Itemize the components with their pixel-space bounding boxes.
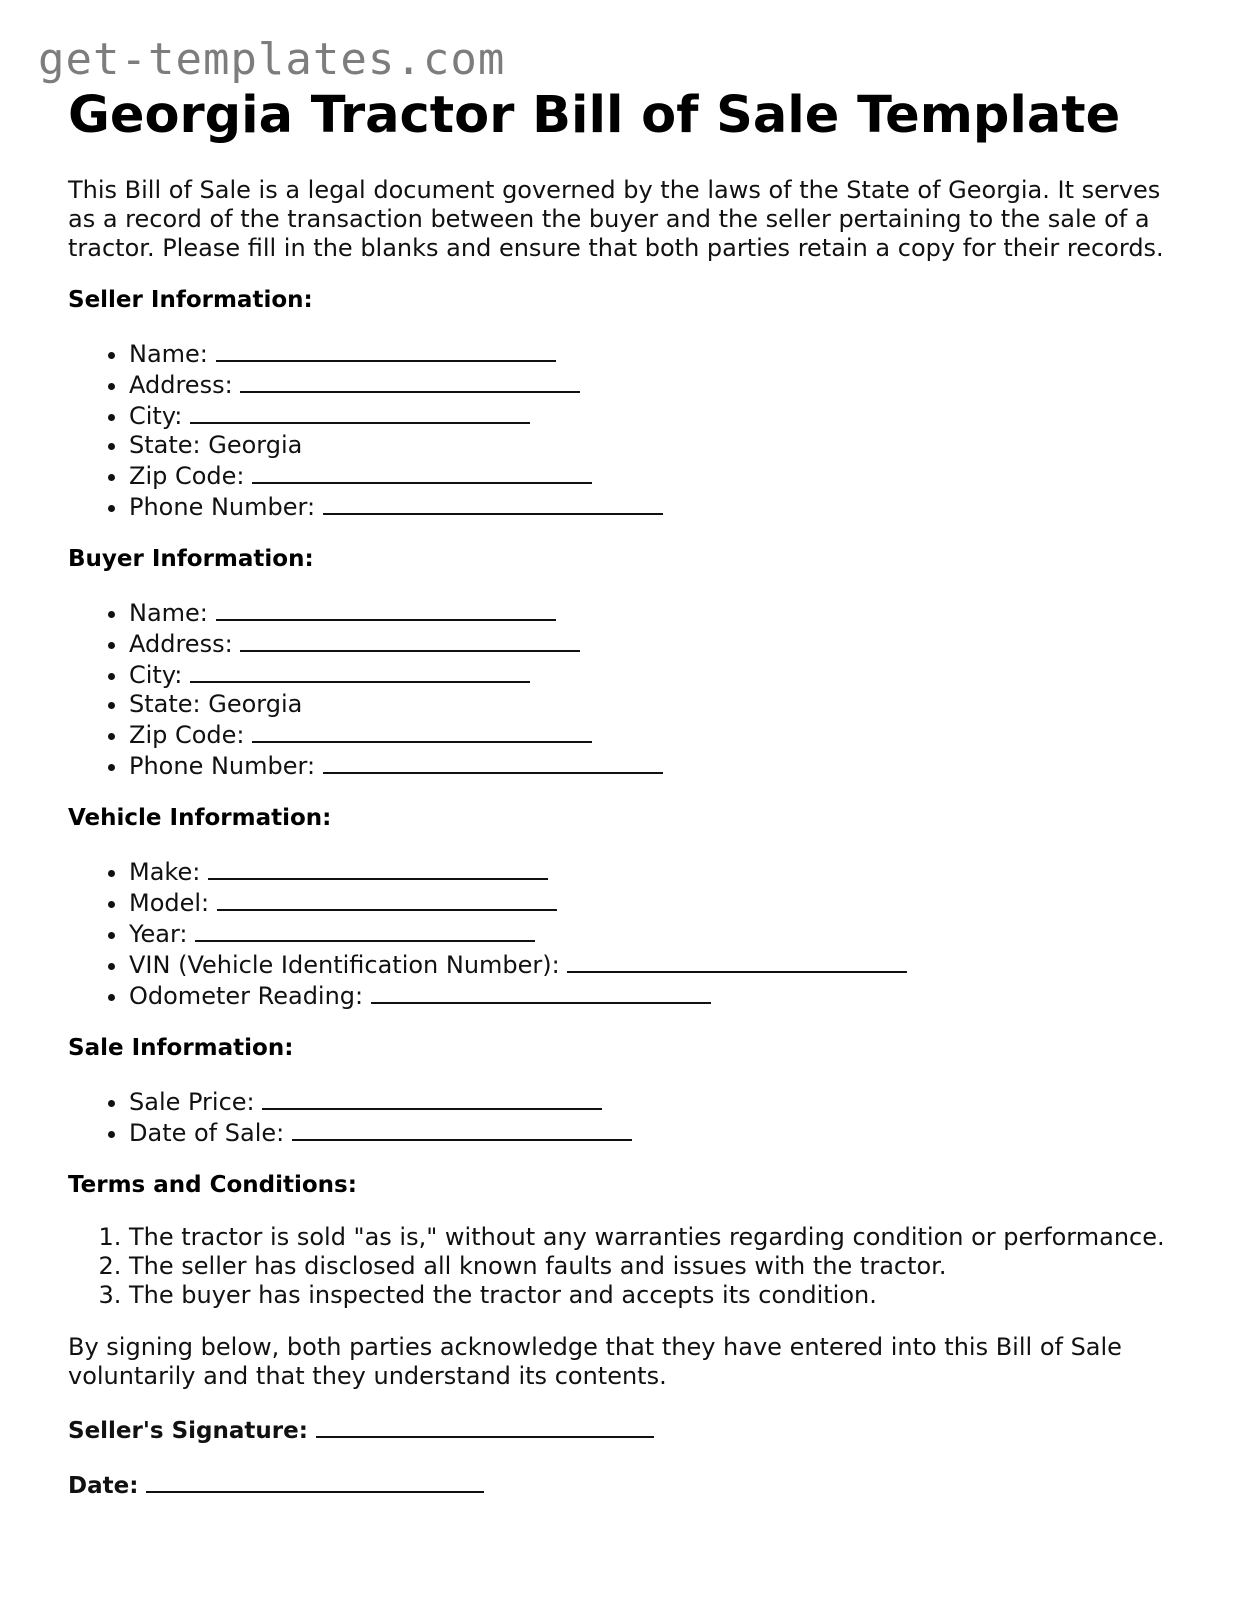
vehicle-field-list [68,856,1178,1011]
buyer-name-field [129,597,1178,628]
vehicle-model-blank[interactable] [217,887,557,911]
vehicle-vin-field [129,949,1178,980]
signature-date-blank[interactable] [146,1469,484,1493]
signature-date-line [68,1469,1178,1501]
seller-field-list [68,338,1178,522]
vehicle-vin-blank[interactable] [567,949,907,973]
sale-price-blank[interactable] [262,1086,602,1110]
vehicle-year-field [129,918,1178,949]
seller-section-heading: Seller Information: [68,287,313,313]
field-label: Phone Number: [129,752,316,780]
buyer-phone-field [129,750,1178,781]
seller-zip-blank[interactable] [252,460,592,484]
buyer-field-list [68,597,1178,781]
terms-item: 3. The buyer has inspected the tractor and accepts its condition. [129,1281,1178,1310]
field-label: City: [129,661,183,689]
buyer-name-blank[interactable] [216,597,556,621]
buyer-address-field [129,628,1178,659]
document-page [68,88,1178,1501]
buyer-address-blank[interactable] [240,628,580,652]
seller-signature-line [68,1414,1178,1446]
seller-name-blank[interactable] [216,338,556,362]
field-label: Name: [129,340,208,368]
buyer-phone-blank[interactable] [323,750,663,774]
vehicle-year-blank[interactable] [195,918,535,942]
buyer-zip-field [129,719,1178,750]
field-label: Odometer Reading: [129,982,364,1010]
field-label: Address: [129,371,233,399]
field-label: Phone Number: [129,493,316,521]
terms-section-heading: Terms and Conditions: [68,1172,357,1198]
buyer-city-blank[interactable] [190,659,530,683]
seller-address-field [129,369,1178,400]
sale-field-list [68,1086,1178,1148]
seller-city-blank[interactable] [190,400,530,424]
vehicle-make-blank[interactable] [208,856,548,880]
field-label: Name: [129,599,208,627]
intro-paragraph: This Bill of Sale is a legal document governed by the laws of the State of Georgia. It serves as a record of the transaction between the buyer and the seller pertaining to the sale of a tractor. Please fill in the blanks and ensure that both parties retain a copy for their records. [68,176,1164,262]
vehicle-section-heading: Vehicle Information: [68,805,332,831]
sale-date-field [129,1117,1178,1148]
seller-address-blank[interactable] [240,369,580,393]
buyer-state-field [129,690,1178,719]
field-label: Zip Code: [129,721,245,749]
field-label: City: [129,402,183,430]
field-label: Make: [129,858,201,886]
seller-signature-blank[interactable] [316,1414,654,1438]
field-label: Zip Code: [129,462,245,490]
field-label: Year: [129,920,188,948]
field-label: VIN (Vehicle Identification Number): [129,951,560,979]
seller-name-field [129,338,1178,369]
signature-date-label: Date: [68,1473,139,1499]
buyer-zip-blank[interactable] [252,719,592,743]
closing-paragraph: By signing below, both parties acknowledge that they have entered into this Bill of Sale voluntarily and that they understand its contents. [68,1333,1122,1390]
buyer-section-heading: Buyer Information: [68,546,314,572]
seller-signature-label: Seller's Signature: [68,1418,308,1444]
field-label: State: Georgia [129,690,303,718]
vehicle-odometer-blank[interactable] [371,980,711,1004]
sale-date-blank[interactable] [292,1117,632,1141]
field-label: Address: [129,630,233,658]
sale-price-field [129,1086,1178,1117]
seller-state-field [129,431,1178,460]
field-label: Model: [129,889,210,917]
buyer-city-field [129,659,1178,690]
terms-item: 1. The tractor is sold "as is," without any warranties regarding condition or performance. [129,1223,1178,1252]
watermark: get-templates.com [38,34,506,85]
vehicle-make-field [129,856,1178,887]
terms-item: 2. The seller has disclosed all known faults and issues with the tractor. [129,1252,1178,1281]
seller-phone-blank[interactable] [323,491,663,515]
seller-phone-field [129,491,1178,522]
terms-list [68,1223,1178,1310]
field-label: Sale Price: [129,1088,255,1116]
vehicle-odometer-field [129,980,1178,1011]
field-label: State: Georgia [129,431,303,459]
page-title: Georgia Tractor Bill of Sale Template [68,86,1121,145]
field-label: Date of Sale: [129,1119,285,1147]
vehicle-model-field [129,887,1178,918]
sale-section-heading: Sale Information: [68,1035,294,1061]
seller-city-field [129,400,1178,431]
seller-zip-field [129,460,1178,491]
